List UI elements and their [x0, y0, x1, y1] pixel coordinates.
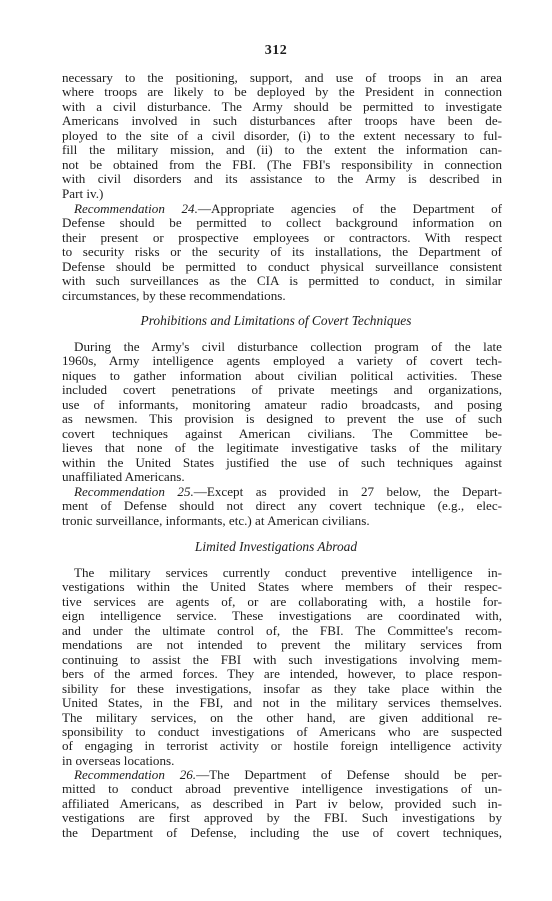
- text-line: necessary to the positioning, support, and use of troops in an area: [62, 70, 502, 85]
- text-line: as newsmen. This provision is designed to prevent the use of such: [62, 411, 502, 427]
- recommendation-label: Recommendation 26.: [74, 767, 197, 782]
- recommendation-26: [62, 768, 502, 840]
- text-line: ployed to the site of a civil disorder, (i) to the extent necessary to ful-: [62, 127, 502, 143]
- text-line: Defense should be permitted to collect background information on: [62, 215, 502, 231]
- paragraph-covert-techniques: [62, 340, 502, 485]
- recommendation-label: Recommendation 24.: [74, 201, 198, 216]
- text-line: circumstances, by these recommendations.: [62, 287, 286, 303]
- text-line: The military services, on the other hand, are given additional re-: [62, 709, 502, 725]
- text-line: niques to gather information about civilian political activities. These: [62, 367, 502, 383]
- recommendation-24: [62, 202, 502, 303]
- text-line: in overseas locations.: [62, 752, 175, 768]
- text-line: fill the military mission, and (ii) to the extent the information can-: [62, 142, 502, 158]
- text-line: lieves that none of the legitimate investigative tasks of the military: [62, 440, 502, 456]
- text-line: the Department of Defense, including the use of covert techniques,: [62, 824, 502, 840]
- recommendation-text: —Except as provided in 27 below, the Depart-: [193, 484, 502, 499]
- text-line: not be obtained from the FBI. (The FBI's responsibility in connection: [62, 156, 502, 172]
- text-line: bers of the armed forces. They are intended, however, to place respon-: [62, 666, 502, 682]
- text-line: tronic surveillance, informants, etc.) at American civilians.: [62, 512, 370, 528]
- recommendation-text: —The Department of Defense should be per-: [196, 767, 503, 782]
- text-line: Part iv.): [62, 185, 104, 201]
- recommendation-25: [62, 485, 502, 528]
- text-line: use of informants, monitoring amateur radio broadcasts, and posing: [62, 396, 502, 412]
- text-line: mitted to conduct abroad preventive intelligence investigations of un-: [62, 781, 502, 797]
- text-line: included covert penetrations of private meetings and organizations,: [62, 382, 502, 398]
- text-line: of engaging in terrorist activity or hostile foreign intelligence activity: [62, 738, 502, 754]
- text-line: vestigations are first approved by the FBI. Such investigations by: [62, 810, 502, 826]
- paragraph-limited-investigations: [62, 566, 502, 768]
- text-line: mendations are not intended to prevent the military services from: [62, 637, 502, 653]
- text-line: During the Army's civil disturbance collection program of the late: [74, 339, 502, 354]
- recommendation-label: Recommendation 25.: [74, 484, 194, 499]
- text-line: with such surveillances as the CIA is permitted to conduct, in similar: [62, 273, 502, 289]
- text-line: vestigations within the United States where members of their respec-: [62, 579, 502, 595]
- text-line: where troops are likely to be deployed by the President in connection: [62, 84, 502, 100]
- text-line: Defense should be permitted to conduct physical surveillance consistent: [62, 258, 502, 274]
- text-line: The military services currently conduct preventive intelligence in-: [74, 565, 502, 580]
- text-line: United States, in the FBI, and not in the military services themselves.: [62, 695, 502, 711]
- text-line: 1960s, Army intelligence agents employed a variety of covert tech-: [62, 353, 502, 369]
- text-line: with civil disorders and its assistance to the Army is described in: [62, 171, 502, 187]
- text-line: sponsibility to conduct investigations of Americans who are suspected: [62, 723, 502, 739]
- text-line: eign intelligence service. These investigations are coordinated with,: [62, 608, 502, 624]
- paragraph-army-civil-disturbance: [62, 71, 502, 201]
- text-line: to security risks or the security of its installations, the Department of: [62, 244, 502, 260]
- text-line: [62, 768, 502, 782]
- text-line: with a civil disturbance. The Army should be permitted to investigate: [62, 98, 502, 114]
- text-line: their present or prospective employees or contractors. With respect: [62, 229, 502, 245]
- text-line: [62, 202, 502, 216]
- recommendation-text: —Appropriate agencies of the Department of: [197, 201, 502, 216]
- section-heading-covert-techniques: Prohibitions and Limitations of Covert Techniques: [140, 313, 412, 328]
- text-line: sibility for these investigations, insofar as they take place within the: [62, 680, 502, 696]
- text-line: affiliated Americans, as described in Part iv below, provided such in-: [62, 795, 502, 811]
- page-number: 312: [264, 43, 288, 58]
- text-line: and under the ultimate control of, the FBI. The Committee's recom-: [62, 622, 502, 638]
- text-line: Americans involved in such disturbances after troops have been de-: [62, 113, 502, 129]
- text-line: tive services are agents of, or are collaborating with, a hostile for-: [62, 593, 502, 609]
- text-line: unaffiliated Americans.: [62, 469, 185, 485]
- text-line: ment of Defense should not direct any covert technique (e.g., elec-: [62, 498, 502, 514]
- text-line: within the United States justified the use of such techniques against: [62, 454, 502, 470]
- text-line: continuing to assist the FBI with such investigations involving mem-: [62, 651, 502, 667]
- text-line: [62, 485, 502, 499]
- section-heading-limited-investigations-abroad: Limited Investigations Abroad: [194, 539, 358, 554]
- text-line: covert techniques against American civilians. The Committee be-: [62, 425, 502, 441]
